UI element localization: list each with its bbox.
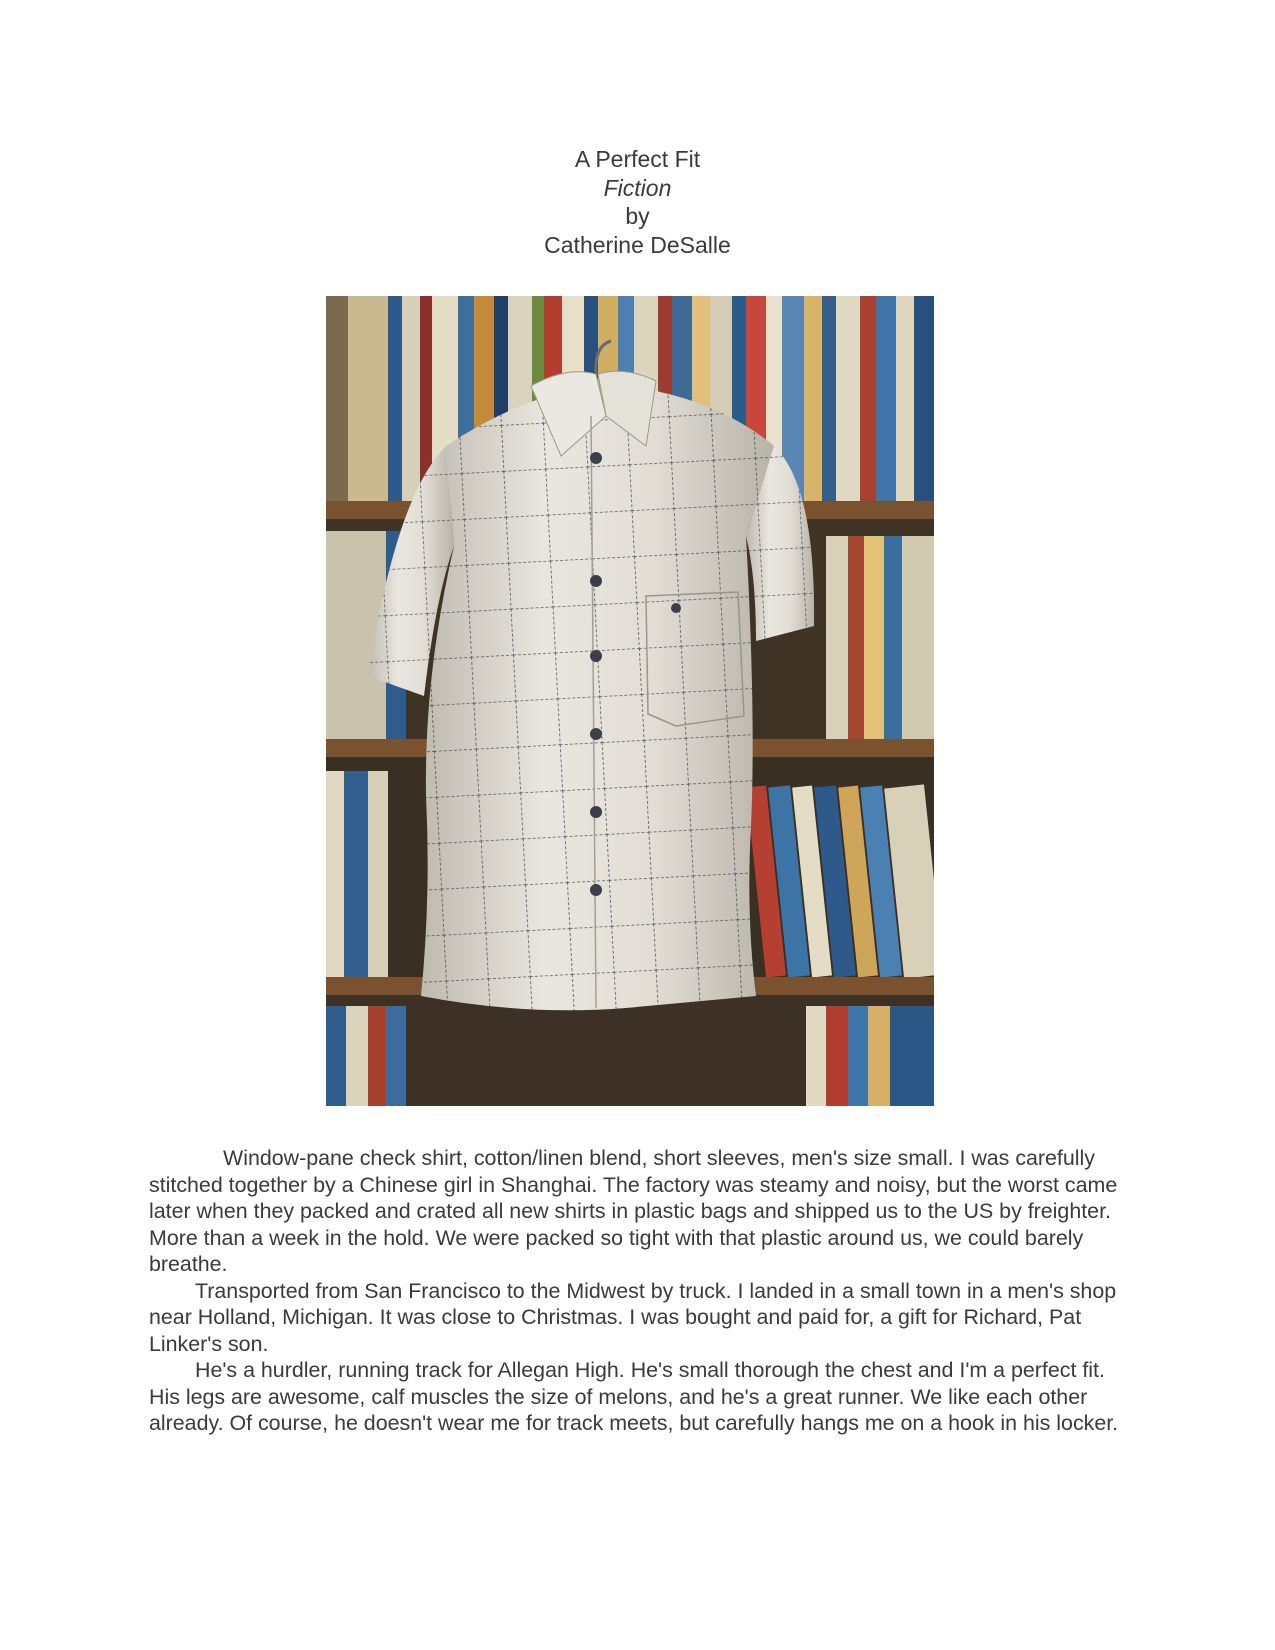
byline-by: by: [625, 203, 650, 229]
story-paragraph-2: Transported from San Francisco to the Midwest by truck. I landed in a small town in a men's shop near Holland, Michigan. It was close to Christmas. I was bought and paid for, a gift for Richard, Pat Linker's son.: [149, 1278, 1117, 1356]
story-author: Catherine DeSalle: [544, 231, 731, 258]
shirt-photo-illustration: [326, 296, 934, 1106]
story-body: [149, 1145, 1129, 1437]
story-paragraph-3: He's a hurdler, running track for Allegan High. He's small thorough the chest and I'm a perfect fit. His legs are awesome, calf muscles the size of melons, and he's a great runner. We like each other already. Of course, he doesn't wear me for track meets, but carefully hangs me on a hook in his locker.: [149, 1358, 1119, 1435]
story-header: [0, 145, 1275, 259]
story-genre: Fiction: [603, 174, 672, 201]
shirt-photo: [326, 296, 934, 1106]
story-title: A Perfect Fit: [574, 146, 701, 172]
story-paragraph-1: Window-pane check shirt, cotton/linen blend, short sleeves, men's size small. I was carefully stitched together by a Chinese girl in Shanghai. The factory was steamy and noisy, but the worst came later when they packed and crated all new shirts in plastic bags and shipped us to the US by freighter. More than a week in the hold. We were packed so tight with that plastic around us, we could barely breathe.: [149, 1146, 1118, 1276]
